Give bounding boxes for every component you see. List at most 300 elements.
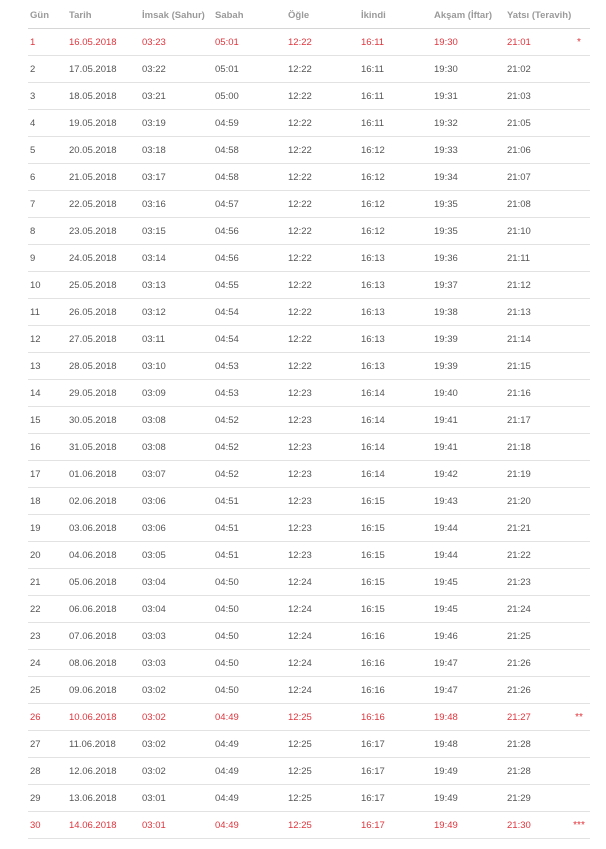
cell-ikindi: 16:14 [359, 434, 432, 461]
cell-ogle: 12:23 [286, 515, 359, 542]
cell-tarih: 03.06.2018 [67, 515, 140, 542]
cell-sabah: 04:50 [213, 650, 286, 677]
cell-imsak: 03:23 [140, 29, 213, 56]
cell-aksam: 19:38 [432, 299, 505, 326]
table-row [28, 56, 590, 83]
table-row [28, 623, 590, 650]
cell-gun: 25 [28, 677, 67, 704]
cell-gun: 22 [28, 596, 67, 623]
cell-mark [566, 326, 590, 353]
cell-sabah: 04:58 [213, 137, 286, 164]
cell-tarih: 04.06.2018 [67, 542, 140, 569]
cell-imsak: 03:08 [140, 407, 213, 434]
table-row [28, 326, 590, 353]
cell-gun: 12 [28, 326, 67, 353]
table-row [28, 164, 590, 191]
cell-ikindi: 16:17 [359, 731, 432, 758]
cell-yatsi: 21:19 [505, 461, 566, 488]
cell-tarih: 10.06.2018 [67, 704, 140, 731]
cell-sabah: 04:50 [213, 623, 286, 650]
header-ogle: Öğle [286, 3, 359, 29]
cell-yatsi: 21:22 [505, 542, 566, 569]
cell-mark [566, 677, 590, 704]
cell-ogle: 12:25 [286, 812, 359, 839]
cell-imsak: 03:16 [140, 191, 213, 218]
cell-sabah: 04:54 [213, 326, 286, 353]
cell-ogle: 12:22 [286, 110, 359, 137]
cell-sabah: 04:59 [213, 110, 286, 137]
cell-ikindi: 16:17 [359, 785, 432, 812]
cell-gun: 20 [28, 542, 67, 569]
cell-yatsi: 21:24 [505, 596, 566, 623]
cell-aksam: 19:30 [432, 29, 505, 56]
cell-tarih: 30.05.2018 [67, 407, 140, 434]
cell-sabah: 04:51 [213, 542, 286, 569]
cell-tarih: 16.05.2018 [67, 29, 140, 56]
table-row [28, 83, 590, 110]
cell-yatsi: 21:28 [505, 758, 566, 785]
cell-tarih: 05.06.2018 [67, 569, 140, 596]
cell-gun: 19 [28, 515, 67, 542]
cell-sabah: 04:52 [213, 461, 286, 488]
cell-tarih: 22.05.2018 [67, 191, 140, 218]
cell-ikindi: 16:12 [359, 191, 432, 218]
cell-tarih: 18.05.2018 [67, 83, 140, 110]
table-row [28, 542, 590, 569]
cell-gun: 6 [28, 164, 67, 191]
table-row [28, 515, 590, 542]
cell-mark [566, 272, 590, 299]
cell-gun: 26 [28, 704, 67, 731]
cell-yatsi: 21:27 [505, 704, 566, 731]
header-ikindi: İkindi [359, 3, 432, 29]
cell-sabah: 04:50 [213, 677, 286, 704]
cell-ogle: 12:23 [286, 542, 359, 569]
cell-imsak: 03:02 [140, 677, 213, 704]
cell-tarih: 20.05.2018 [67, 137, 140, 164]
cell-ikindi: 16:13 [359, 326, 432, 353]
cell-ikindi: 16:16 [359, 704, 432, 731]
cell-sabah: 04:56 [213, 245, 286, 272]
cell-sabah: 04:56 [213, 218, 286, 245]
cell-mark [566, 515, 590, 542]
cell-mark [566, 731, 590, 758]
cell-imsak: 03:03 [140, 623, 213, 650]
cell-aksam: 19:41 [432, 434, 505, 461]
cell-ogle: 12:22 [286, 56, 359, 83]
cell-mark [566, 434, 590, 461]
cell-ikindi: 16:12 [359, 137, 432, 164]
cell-ogle: 12:24 [286, 677, 359, 704]
cell-mark [566, 461, 590, 488]
cell-aksam: 19:39 [432, 353, 505, 380]
cell-imsak: 03:02 [140, 731, 213, 758]
cell-imsak: 03:02 [140, 758, 213, 785]
cell-ikindi: 16:15 [359, 488, 432, 515]
cell-yatsi: 21:21 [505, 515, 566, 542]
cell-imsak: 03:01 [140, 812, 213, 839]
cell-mark [566, 542, 590, 569]
cell-ikindi: 16:11 [359, 83, 432, 110]
table-row [28, 191, 590, 218]
cell-aksam: 19:35 [432, 218, 505, 245]
cell-aksam: 19:49 [432, 785, 505, 812]
cell-mark [566, 650, 590, 677]
cell-yatsi: 21:17 [505, 407, 566, 434]
cell-tarih: 28.05.2018 [67, 353, 140, 380]
cell-ikindi: 16:13 [359, 272, 432, 299]
cell-aksam: 19:44 [432, 515, 505, 542]
cell-ogle: 12:22 [286, 191, 359, 218]
cell-yatsi: 21:28 [505, 731, 566, 758]
cell-mark [566, 623, 590, 650]
prayer-times-table [28, 3, 590, 839]
cell-mark: *** [566, 812, 590, 839]
cell-ikindi: 16:15 [359, 542, 432, 569]
cell-tarih: 09.06.2018 [67, 677, 140, 704]
cell-imsak: 03:07 [140, 461, 213, 488]
cell-ikindi: 16:13 [359, 299, 432, 326]
cell-aksam: 19:32 [432, 110, 505, 137]
cell-ogle: 12:25 [286, 704, 359, 731]
cell-sabah: 05:01 [213, 56, 286, 83]
cell-aksam: 19:36 [432, 245, 505, 272]
cell-imsak: 03:12 [140, 299, 213, 326]
cell-aksam: 19:48 [432, 731, 505, 758]
cell-gun: 27 [28, 731, 67, 758]
table-row [28, 812, 590, 839]
cell-tarih: 14.06.2018 [67, 812, 140, 839]
cell-tarih: 25.05.2018 [67, 272, 140, 299]
cell-aksam: 19:33 [432, 137, 505, 164]
cell-ogle: 12:22 [286, 137, 359, 164]
header-imsak: İmsak (Sahur) [140, 3, 213, 29]
cell-ogle: 12:22 [286, 299, 359, 326]
cell-mark [566, 569, 590, 596]
cell-ogle: 12:22 [286, 326, 359, 353]
table-row [28, 353, 590, 380]
cell-yatsi: 21:25 [505, 623, 566, 650]
cell-imsak: 03:06 [140, 515, 213, 542]
cell-aksam: 19:43 [432, 488, 505, 515]
cell-ikindi: 16:12 [359, 218, 432, 245]
table-row [28, 272, 590, 299]
cell-yatsi: 21:16 [505, 380, 566, 407]
cell-gun: 5 [28, 137, 67, 164]
cell-sabah: 04:53 [213, 353, 286, 380]
cell-gun: 13 [28, 353, 67, 380]
cell-ogle: 12:22 [286, 29, 359, 56]
cell-tarih: 29.05.2018 [67, 380, 140, 407]
cell-sabah: 04:53 [213, 380, 286, 407]
table-row [28, 434, 590, 461]
cell-yatsi: 21:23 [505, 569, 566, 596]
table-row [28, 569, 590, 596]
cell-mark [566, 488, 590, 515]
cell-ogle: 12:25 [286, 758, 359, 785]
cell-yatsi: 21:20 [505, 488, 566, 515]
cell-gun: 23 [28, 623, 67, 650]
cell-gun: 7 [28, 191, 67, 218]
cell-yatsi: 21:03 [505, 83, 566, 110]
cell-imsak: 03:22 [140, 56, 213, 83]
cell-yatsi: 21:08 [505, 191, 566, 218]
cell-tarih: 01.06.2018 [67, 461, 140, 488]
cell-imsak: 03:03 [140, 650, 213, 677]
cell-sabah: 04:51 [213, 515, 286, 542]
cell-ikindi: 16:16 [359, 623, 432, 650]
table-row [28, 29, 590, 56]
table-row [28, 704, 590, 731]
cell-yatsi: 21:29 [505, 785, 566, 812]
cell-aksam: 19:45 [432, 596, 505, 623]
table-row [28, 218, 590, 245]
cell-yatsi: 21:11 [505, 245, 566, 272]
cell-yatsi: 21:05 [505, 110, 566, 137]
cell-yatsi: 21:10 [505, 218, 566, 245]
cell-ikindi: 16:17 [359, 758, 432, 785]
cell-yatsi: 21:12 [505, 272, 566, 299]
cell-imsak: 03:14 [140, 245, 213, 272]
cell-tarih: 24.05.2018 [67, 245, 140, 272]
cell-imsak: 03:06 [140, 488, 213, 515]
cell-sabah: 05:01 [213, 29, 286, 56]
cell-mark [566, 299, 590, 326]
cell-tarih: 13.06.2018 [67, 785, 140, 812]
cell-tarih: 17.05.2018 [67, 56, 140, 83]
cell-sabah: 05:00 [213, 83, 286, 110]
cell-sabah: 04:58 [213, 164, 286, 191]
cell-sabah: 04:52 [213, 434, 286, 461]
cell-ogle: 12:25 [286, 731, 359, 758]
cell-sabah: 04:54 [213, 299, 286, 326]
header-aksam: Akşam (İftar) [432, 3, 505, 29]
cell-aksam: 19:34 [432, 164, 505, 191]
table-row [28, 461, 590, 488]
cell-tarih: 12.06.2018 [67, 758, 140, 785]
cell-tarih: 07.06.2018 [67, 623, 140, 650]
cell-ogle: 12:22 [286, 218, 359, 245]
cell-aksam: 19:35 [432, 191, 505, 218]
table-row [28, 110, 590, 137]
cell-yatsi: 21:30 [505, 812, 566, 839]
cell-aksam: 19:41 [432, 407, 505, 434]
cell-tarih: 11.06.2018 [67, 731, 140, 758]
cell-gun: 11 [28, 299, 67, 326]
cell-ikindi: 16:11 [359, 110, 432, 137]
cell-yatsi: 21:15 [505, 353, 566, 380]
cell-ogle: 12:22 [286, 245, 359, 272]
cell-aksam: 19:47 [432, 677, 505, 704]
cell-gun: 10 [28, 272, 67, 299]
cell-ogle: 12:24 [286, 650, 359, 677]
cell-ikindi: 16:13 [359, 353, 432, 380]
cell-sabah: 04:49 [213, 785, 286, 812]
table-row [28, 245, 590, 272]
cell-ikindi: 16:14 [359, 380, 432, 407]
cell-mark [566, 380, 590, 407]
table-row [28, 137, 590, 164]
cell-tarih: 02.06.2018 [67, 488, 140, 515]
cell-gun: 17 [28, 461, 67, 488]
cell-aksam: 19:44 [432, 542, 505, 569]
cell-yatsi: 21:26 [505, 677, 566, 704]
cell-yatsi: 21:13 [505, 299, 566, 326]
cell-gun: 2 [28, 56, 67, 83]
cell-ikindi: 16:14 [359, 461, 432, 488]
header-yatsi: Yatsı (Teravih) [505, 3, 566, 29]
header-tarih: Tarih [67, 3, 140, 29]
cell-ogle: 12:24 [286, 596, 359, 623]
cell-aksam: 19:45 [432, 569, 505, 596]
table-row [28, 407, 590, 434]
cell-sabah: 04:49 [213, 704, 286, 731]
cell-gun: 29 [28, 785, 67, 812]
cell-imsak: 03:04 [140, 569, 213, 596]
cell-sabah: 04:55 [213, 272, 286, 299]
table-row [28, 758, 590, 785]
cell-mark [566, 218, 590, 245]
cell-sabah: 04:50 [213, 596, 286, 623]
cell-ogle: 12:24 [286, 569, 359, 596]
cell-tarih: 21.05.2018 [67, 164, 140, 191]
cell-sabah: 04:49 [213, 731, 286, 758]
cell-mark [566, 110, 590, 137]
cell-mark: * [566, 29, 590, 56]
header-sabah: Sabah [213, 3, 286, 29]
cell-ikindi: 16:15 [359, 596, 432, 623]
cell-imsak: 03:02 [140, 704, 213, 731]
cell-gun: 18 [28, 488, 67, 515]
cell-gun: 3 [28, 83, 67, 110]
cell-mark: ** [566, 704, 590, 731]
table-row [28, 731, 590, 758]
cell-yatsi: 21:07 [505, 164, 566, 191]
cell-imsak: 03:15 [140, 218, 213, 245]
table-row [28, 380, 590, 407]
cell-mark [566, 191, 590, 218]
cell-imsak: 03:18 [140, 137, 213, 164]
cell-tarih: 27.05.2018 [67, 326, 140, 353]
cell-tarih: 06.06.2018 [67, 596, 140, 623]
table-row [28, 677, 590, 704]
cell-mark [566, 596, 590, 623]
cell-tarih: 31.05.2018 [67, 434, 140, 461]
cell-tarih: 08.06.2018 [67, 650, 140, 677]
cell-aksam: 19:47 [432, 650, 505, 677]
cell-gun: 21 [28, 569, 67, 596]
cell-ogle: 12:23 [286, 461, 359, 488]
cell-sabah: 04:51 [213, 488, 286, 515]
cell-imsak: 03:21 [140, 83, 213, 110]
cell-ikindi: 16:13 [359, 245, 432, 272]
cell-imsak: 03:19 [140, 110, 213, 137]
header-gun: Gün [28, 3, 67, 29]
cell-ikindi: 16:12 [359, 164, 432, 191]
cell-aksam: 19:39 [432, 326, 505, 353]
cell-gun: 9 [28, 245, 67, 272]
cell-sabah: 04:50 [213, 569, 286, 596]
cell-ogle: 12:22 [286, 83, 359, 110]
table-row [28, 650, 590, 677]
cell-ikindi: 16:16 [359, 650, 432, 677]
cell-ikindi: 16:16 [359, 677, 432, 704]
cell-sabah: 04:49 [213, 812, 286, 839]
cell-aksam: 19:46 [432, 623, 505, 650]
cell-gun: 14 [28, 380, 67, 407]
cell-ogle: 12:23 [286, 434, 359, 461]
cell-aksam: 19:49 [432, 812, 505, 839]
cell-ikindi: 16:15 [359, 515, 432, 542]
cell-imsak: 03:10 [140, 353, 213, 380]
cell-ogle: 12:25 [286, 785, 359, 812]
cell-gun: 30 [28, 812, 67, 839]
cell-mark [566, 56, 590, 83]
cell-aksam: 19:48 [432, 704, 505, 731]
cell-imsak: 03:13 [140, 272, 213, 299]
cell-aksam: 19:30 [432, 56, 505, 83]
cell-yatsi: 21:14 [505, 326, 566, 353]
cell-yatsi: 21:02 [505, 56, 566, 83]
cell-aksam: 19:37 [432, 272, 505, 299]
cell-ogle: 12:23 [286, 407, 359, 434]
cell-imsak: 03:17 [140, 164, 213, 191]
cell-aksam: 19:49 [432, 758, 505, 785]
table-header-row [28, 3, 590, 29]
cell-gun: 4 [28, 110, 67, 137]
table-row [28, 785, 590, 812]
cell-mark [566, 758, 590, 785]
cell-yatsi: 21:06 [505, 137, 566, 164]
cell-imsak: 03:01 [140, 785, 213, 812]
cell-ogle: 12:23 [286, 488, 359, 515]
cell-imsak: 03:05 [140, 542, 213, 569]
table-body [28, 29, 590, 839]
cell-imsak: 03:04 [140, 596, 213, 623]
cell-imsak: 03:11 [140, 326, 213, 353]
cell-mark [566, 353, 590, 380]
cell-gun: 15 [28, 407, 67, 434]
cell-ogle: 12:22 [286, 353, 359, 380]
table-row [28, 299, 590, 326]
cell-gun: 24 [28, 650, 67, 677]
cell-ikindi: 16:14 [359, 407, 432, 434]
cell-ogle: 12:22 [286, 272, 359, 299]
cell-yatsi: 21:18 [505, 434, 566, 461]
table-row [28, 488, 590, 515]
cell-ikindi: 16:11 [359, 56, 432, 83]
cell-sabah: 04:57 [213, 191, 286, 218]
cell-sabah: 04:52 [213, 407, 286, 434]
cell-gun: 1 [28, 29, 67, 56]
cell-aksam: 19:31 [432, 83, 505, 110]
cell-mark [566, 137, 590, 164]
cell-ogle: 12:22 [286, 164, 359, 191]
cell-ikindi: 16:11 [359, 29, 432, 56]
cell-ikindi: 16:17 [359, 812, 432, 839]
cell-mark [566, 83, 590, 110]
cell-tarih: 26.05.2018 [67, 299, 140, 326]
cell-ikindi: 16:15 [359, 569, 432, 596]
table-row [28, 596, 590, 623]
cell-gun: 28 [28, 758, 67, 785]
cell-tarih: 19.05.2018 [67, 110, 140, 137]
cell-ogle: 12:23 [286, 380, 359, 407]
cell-yatsi: 21:01 [505, 29, 566, 56]
cell-ogle: 12:24 [286, 623, 359, 650]
cell-yatsi: 21:26 [505, 650, 566, 677]
cell-imsak: 03:08 [140, 434, 213, 461]
